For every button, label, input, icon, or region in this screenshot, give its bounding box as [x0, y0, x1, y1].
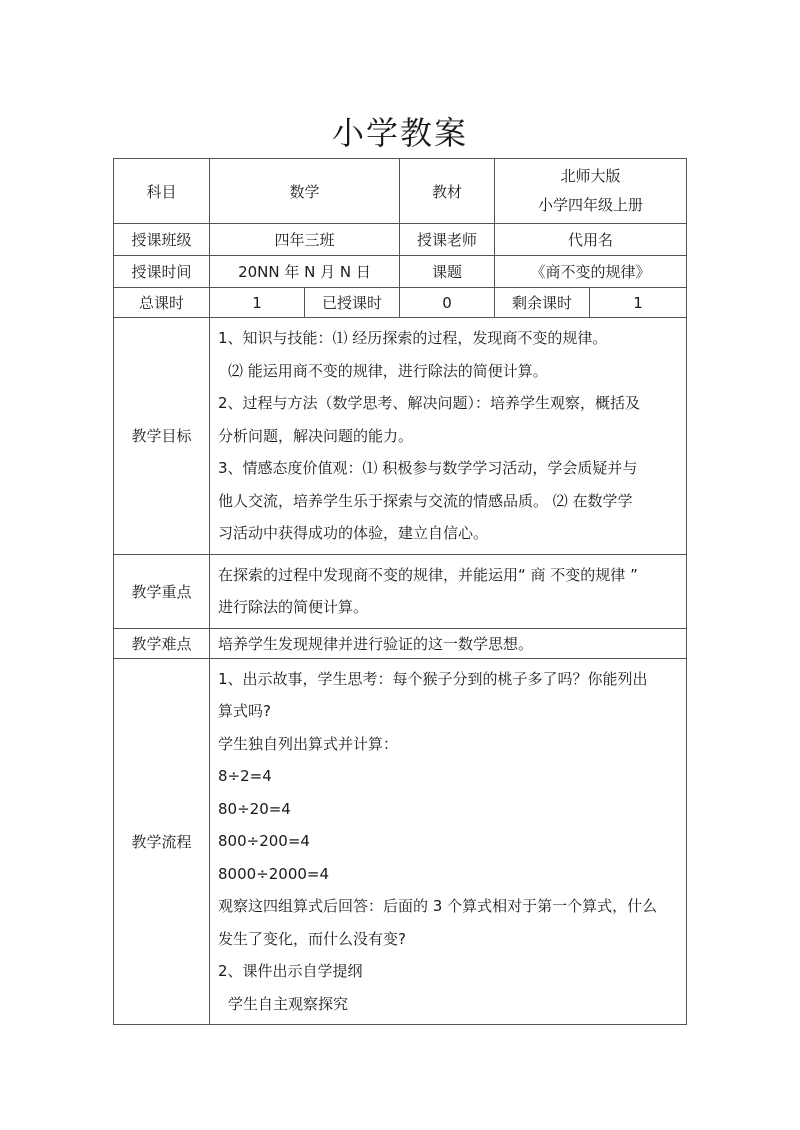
- goals-line: 2、过程与方法（数学思考、解决问题）：培养学生观察，概括及: [218, 394, 641, 412]
- process-line: 8÷2=4: [218, 767, 272, 785]
- key-points-line: 进行除法的简便计算。: [218, 598, 369, 616]
- row-subject: [114, 159, 687, 224]
- row-hours: [114, 288, 687, 318]
- row-process: [114, 658, 687, 1025]
- process-line: 8000÷2000=4: [218, 864, 330, 883]
- process-line: 800÷200=4: [218, 832, 310, 850]
- label-time: 授课时间: [114, 256, 210, 288]
- process-line: 观察这四组算式后回答：后面的 3 个算式相对于第一个算式，什么: [218, 897, 658, 915]
- process-line: 2、课件出示自学提纲: [218, 962, 363, 980]
- process-content: [210, 658, 687, 1025]
- value-textbook: [495, 159, 687, 224]
- goals-line: 分析问题，解决问题的能力。: [218, 426, 414, 445]
- label-textbook: 教材: [400, 159, 495, 224]
- difficulties-text: 培养学生发现规律并进行验证的这一数学思想。: [218, 634, 534, 653]
- row-time: [114, 256, 687, 288]
- key-points-line: 在探索的过程中发现商不变的规律，并能运用“ 商 不变的规律 ”: [218, 565, 638, 584]
- value-class: 四年三班: [210, 224, 400, 256]
- label-class: 授课班级: [114, 224, 210, 256]
- value-teacher: 代用名: [495, 224, 687, 256]
- row-goals: [114, 318, 687, 555]
- process-line: 算式吗?: [218, 702, 271, 720]
- value-taught-hours: 0: [400, 288, 495, 318]
- key-points-content: [210, 554, 687, 628]
- label-teacher: 授课老师: [400, 224, 495, 256]
- textbook-line-1: 北师大版: [560, 167, 621, 185]
- value-time: 20NN 年 N 月 N 日: [210, 256, 400, 288]
- label-total-hours: 总课时: [114, 288, 210, 318]
- value-remaining-hours: 1: [590, 288, 687, 318]
- process-line: 1、出示故事，学生思考：每个猴子分到的桃子多了吗？你能列出: [218, 669, 648, 688]
- goals-line: 习活动中获得成功的体验，建立自信心。: [218, 524, 489, 542]
- goals-line: 他人交流，培养学生乐于探索与交流的情感品质。 ⑵ 在数学学: [218, 491, 633, 510]
- value-topic: 《商不变的规律》: [495, 256, 687, 288]
- difficulties-content: [210, 628, 687, 658]
- process-line: 发生了变化，而什么没有变?: [218, 929, 406, 948]
- lesson-plan-table: [113, 158, 687, 1025]
- process-line: 学生自主观察探究: [228, 994, 349, 1013]
- row-difficulties: [114, 628, 687, 658]
- label-goals: 教学目标: [114, 318, 210, 555]
- label-difficulties: 教学难点: [114, 628, 210, 658]
- row-key-points: [114, 554, 687, 628]
- goals-line: 3、情感态度价值观：⑴ 积极参与数学学习活动，学会质疑并与: [218, 459, 638, 477]
- page-title: 小学教案: [331, 114, 468, 152]
- goals-content: [210, 318, 687, 555]
- goals-line: ⑵ 能运用商不变的规律，进行除法的简便计算。: [228, 361, 548, 380]
- value-subject: 数学: [210, 159, 400, 224]
- label-subject: 科目: [114, 159, 210, 224]
- process-line: 学生独自列出算式并计算：: [218, 734, 399, 753]
- label-key-points: 教学重点: [114, 554, 210, 628]
- goals-line: 1、知识与技能：⑴ 经历探索的过程，发现商不变的规律。: [218, 329, 608, 347]
- label-taught-hours: 已授课时: [305, 288, 400, 318]
- row-class: [114, 224, 687, 256]
- label-process: 教学流程: [114, 658, 210, 1025]
- textbook-line-2: 小学四年级上册: [538, 196, 644, 214]
- label-topic: 课题: [400, 256, 495, 288]
- value-total-hours: 1: [210, 288, 305, 318]
- label-remaining-hours: 剩余课时: [495, 288, 590, 318]
- process-line: 80÷20=4: [218, 799, 291, 818]
